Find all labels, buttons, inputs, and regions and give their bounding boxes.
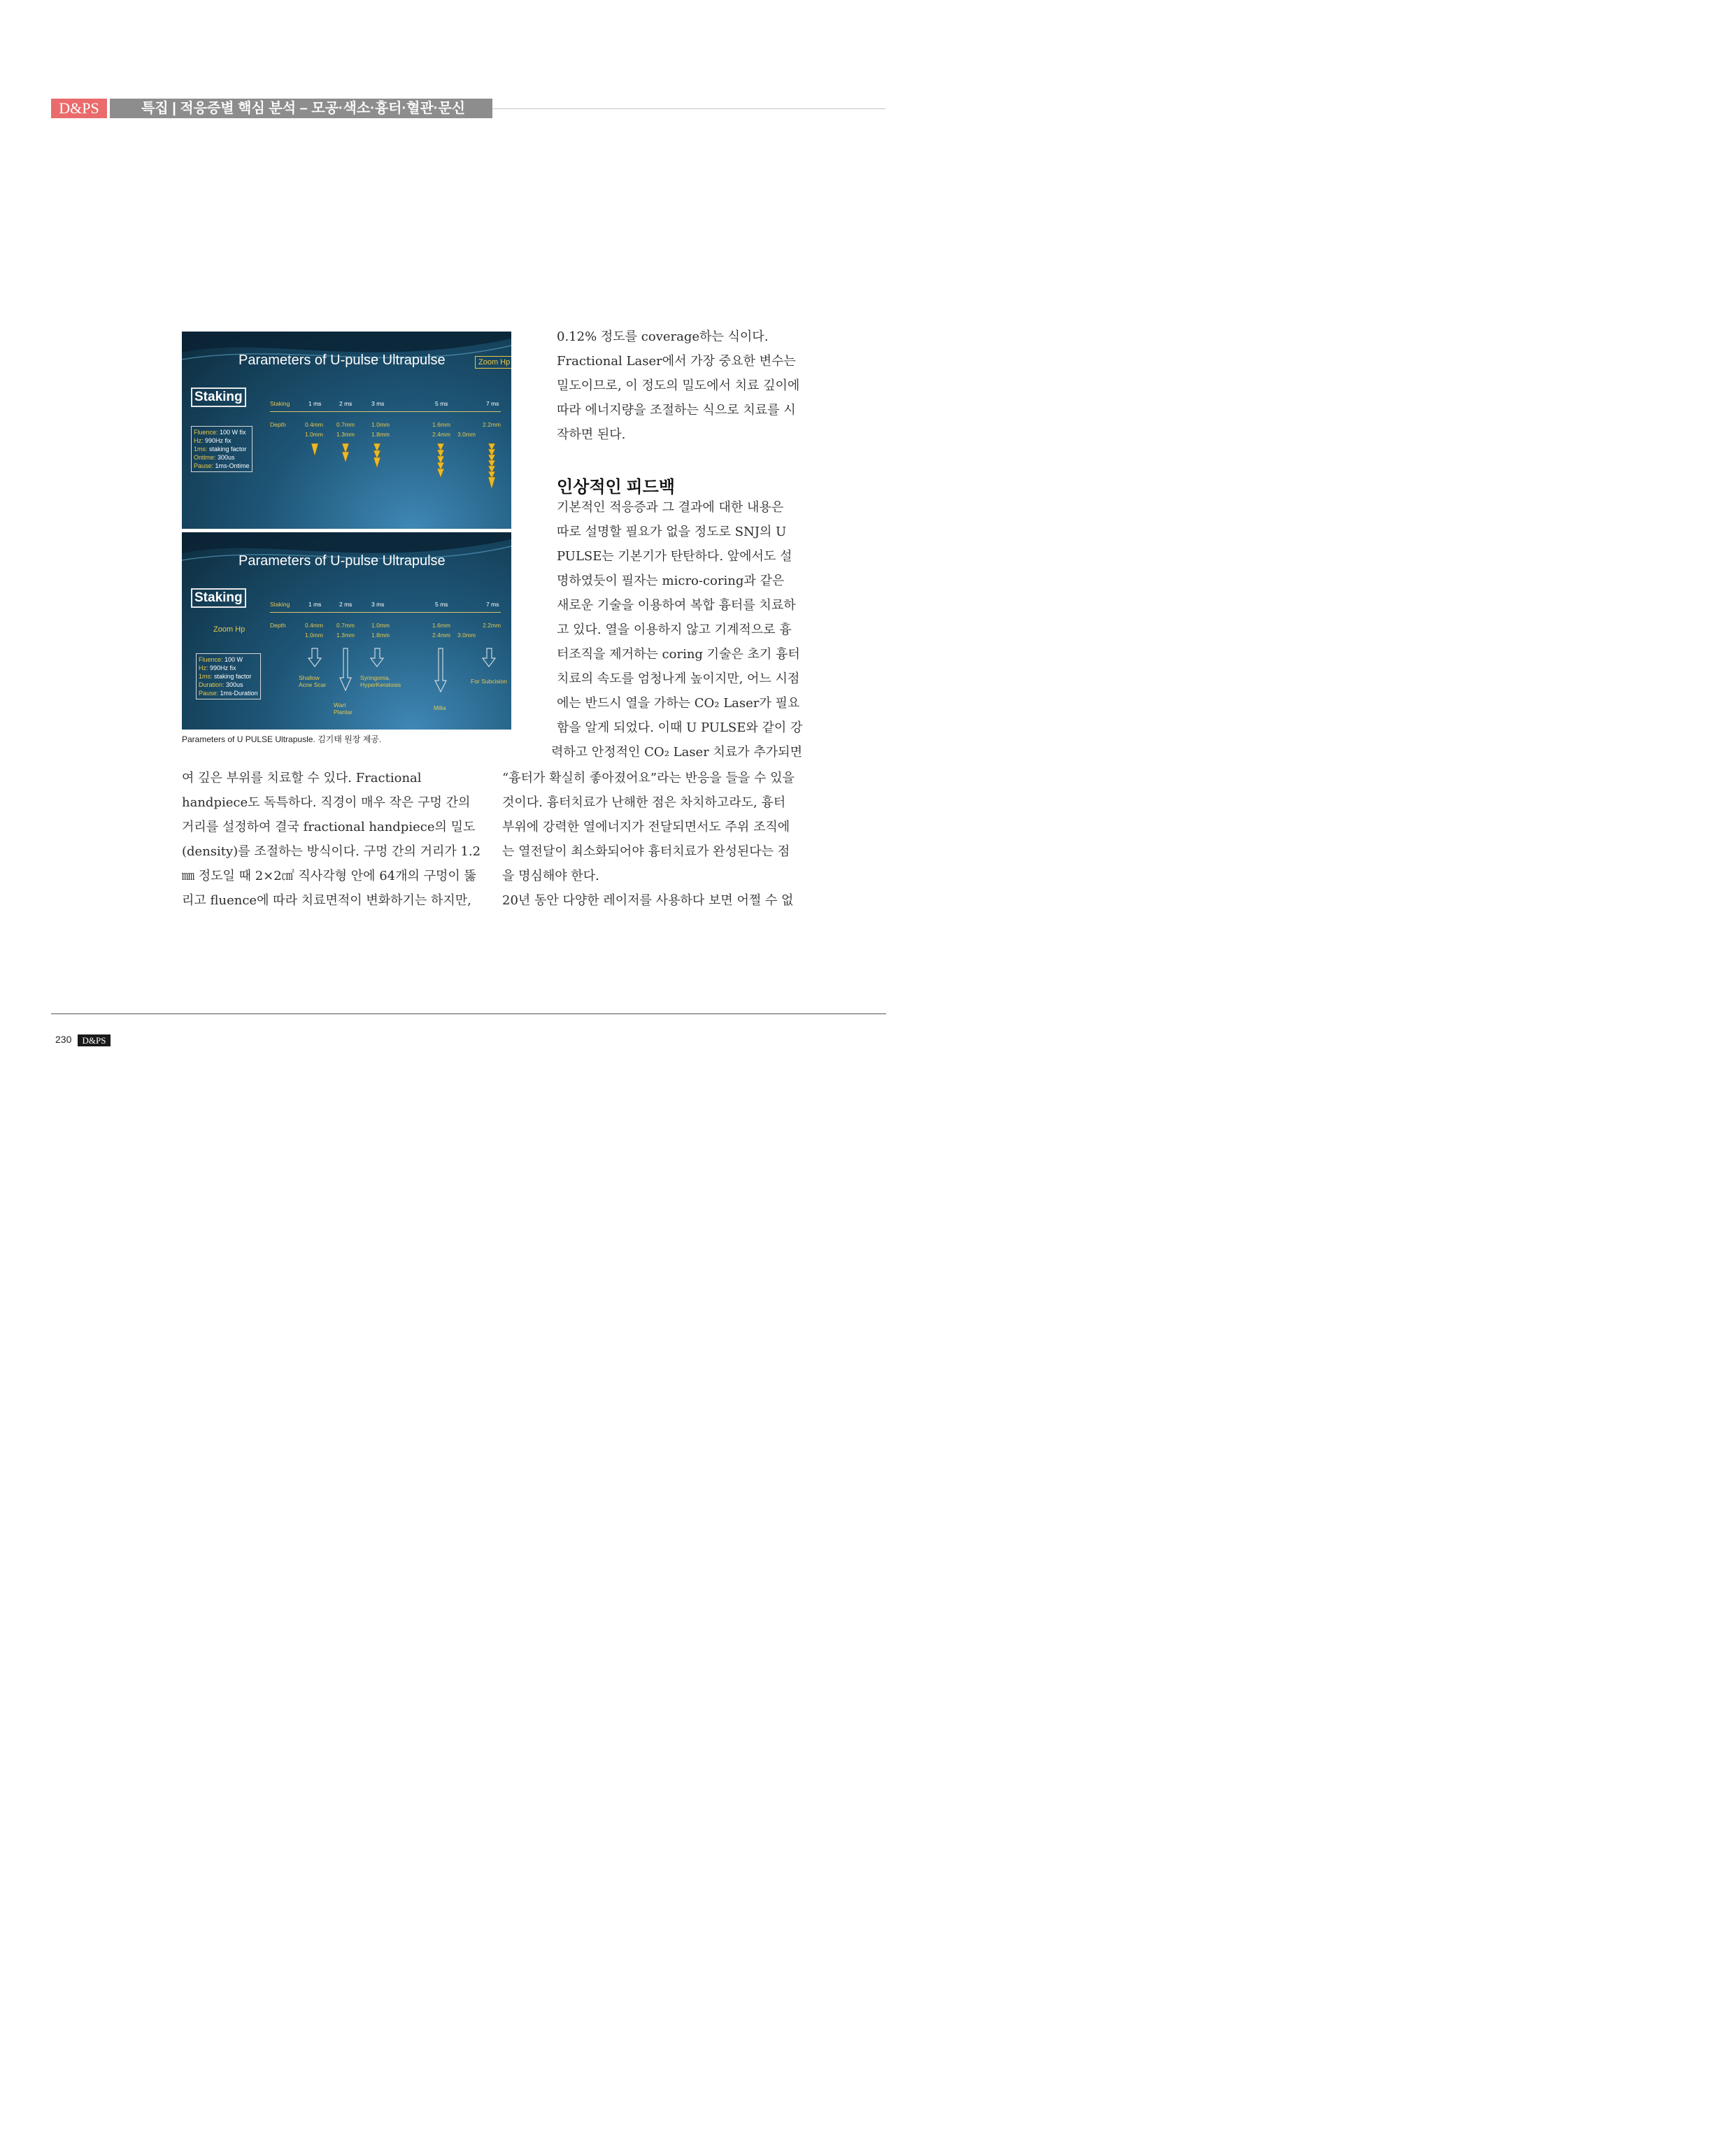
text-line: 따라 에너지량을 조절하는 식으로 치료를 시 [557,403,796,418]
text-line: 여 깊은 부위를 치료할 수 있다. Fractional [182,771,422,785]
param-line: 1ms: staking factor [194,446,247,453]
depth-arrow [483,648,495,667]
row-label-depth: Depth [270,622,286,629]
header-logo: D&PS [51,99,107,118]
depth-top: 0.7mm [336,622,355,629]
depth-arrow [371,648,383,667]
zoom-hp-label: Zoom Hp [213,625,246,634]
depth-top: 0.4mm [305,421,323,428]
text-line: 작하면 된다. [557,427,626,442]
slide-image-1 [182,332,511,529]
param-line: Fluence: 100 W fix [194,429,246,436]
header-rule [492,108,885,109]
text-line: 명하였듯이 필자는 micro-coring과 같은 [557,574,785,588]
right-column-bottom [502,766,803,913]
depth-bottom: 3.0mm [457,632,476,639]
staking-cone-marker [342,452,349,462]
staking-value: 3 ms [371,601,385,608]
depth-arrow [308,648,321,667]
text-line: 리고 fluence에 따라 치료면적이 변화하기는 하지만, [182,893,471,908]
text-line: 함을 알게 되었다. 이때 U PULSE와 같이 강 [557,720,803,735]
text-line: 0.12% 정도를 coverage하는 식이다. [557,329,769,344]
row-label-staking: Staking [270,400,290,407]
staking-value: 7 ms [486,601,499,608]
staking-value: 5 ms [435,400,448,407]
depth-top: 1.0mm [371,421,390,428]
text-line: 터조직을 제거하는 coring 기술은 초기 흉터 [557,647,800,662]
indication-label: For Subcision [471,678,507,685]
row-label-depth: Depth [270,421,286,428]
right-column-feedback [551,495,803,764]
depth-bottom: 2.4mm [432,632,450,639]
depth-top: 1.6mm [432,622,450,629]
text-line: 밀도이므로, 이 정도의 밀도에서 치료 깊이에 [557,378,800,393]
depth-bottom: 1.8mm [371,632,390,639]
staking-cone-marker [488,477,495,489]
text-line: 는 열전달이 최소화되어야 흉터치료가 완성된다는 점 [502,844,790,859]
depth-top: 2.2mm [483,421,501,428]
text-line: 치료의 속도를 엄청나게 높이지만, 어느 시점 [557,671,800,686]
depth-top: 2.2mm [483,622,501,629]
staking-badge: Staking [191,387,246,407]
text-line: Fractional Laser에서 가장 중요한 변수는 [557,354,796,369]
text-line: 력하고 안정적인 CO₂ Laser 치료가 추가되면 [551,745,802,760]
text-line: 것이다. 흉터치료가 난해한 점은 차치하고라도, 흉터 [502,795,786,810]
depth-arrow-diagram [182,532,511,730]
staking-value: 1 ms [308,601,322,608]
text-line: 거리를 설정하여 결국 fractional handpiece의 밀도 [182,820,476,834]
text-line: PULSE는 기본기가 탄탄하다. 앞에서도 설 [557,549,792,564]
staking-value: 7 ms [486,400,499,407]
depth-top: 0.7mm [336,421,355,428]
page-number: 230 [55,1034,72,1045]
staking-value: 3 ms [371,400,385,407]
text-line: 20년 동안 다양한 레이저를 사용하다 보면 어쩔 수 없 [502,893,794,908]
depth-bottom: 1.0mm [305,431,323,438]
depth-bottom: 1.8mm [371,431,390,438]
left-column [182,766,483,913]
row-label-staking: Staking [270,601,290,608]
staking-value: 2 ms [339,400,353,407]
depth-arrow [435,648,446,692]
depth-top: 1.6mm [432,421,450,428]
footer-rule [51,1013,886,1014]
staking-cone-marker [373,457,380,468]
param-line: Duration: 300us [199,681,243,688]
staking-cone-marker [437,469,444,478]
indication-label: Shallow Acne Scar [299,674,327,688]
param-line: Hz: 990Hz fix [194,437,232,444]
depth-bottom: 1.3mm [336,632,355,639]
depth-bottom: 3.0mm [457,431,476,438]
depth-bottom: 1.3mm [336,431,355,438]
staking-value: 2 ms [339,601,353,608]
depth-bottom: 2.4mm [432,431,450,438]
text-line: 따로 설명할 필요가 없을 정도로 SNJ의 U [557,525,787,539]
staking-cone-diagram [182,332,511,529]
zoom-hp-label: Zoom Hp [475,356,511,369]
header-title: 특집 | 적응증별 핵심 분석 – 모공·색소·흉터·혈관·문신 [141,101,466,116]
param-line: Fluence: 100 W [199,656,243,663]
text-line: 에는 반드시 열을 가하는 CO₂ Laser가 필요 [557,696,800,711]
slide-image-2 [182,532,511,730]
depth-bottom: 1.0mm [305,632,323,639]
staking-badge: Staking [191,588,246,608]
text-line: ㎜ 정도일 때 2×2㎠ 직사각형 안에 64개의 구멍이 뚫 [182,869,476,883]
slide-title: Parameters of U-pulse Ultrapulse [239,553,446,569]
text-line: (density)를 조절하는 방식이다. 구멍 간의 거리가 1.2 [182,844,481,859]
text-line: 부위에 강력한 열에너지가 전달되면서도 주위 조직에 [502,820,790,834]
text-line: handpiece도 독특하다. 직경이 매우 작은 구멍 간의 [182,795,471,810]
depth-top: 0.4mm [305,622,323,629]
param-line: Hz: 990Hz fix [199,664,236,671]
right-column-top [557,325,802,447]
indication-label: Milia [434,704,446,711]
param-line: 1ms: staking factor [199,673,252,680]
param-line: Pause: 1ms-Ontime [194,462,250,469]
staking-value: 5 ms [435,601,448,608]
depth-top: 1.0mm [371,622,390,629]
param-line: Ontime: 300us [194,454,235,461]
text-line: 고 있다. 열을 이용하지 않고 기계적으로 흉 [557,623,792,637]
text-line: “흉터가 확실히 좋아졌어요”라는 반응을 들을 수 있을 [502,771,795,785]
section-heading: 인상적인 피드백 [557,478,675,497]
indication-label: Wart Plantar [334,702,353,716]
indication-label: Syringoma, HyperKeratosis [360,674,401,688]
depth-arrow [340,648,351,690]
text-line: 기본적인 적응증과 그 결과에 대한 내용은 [557,500,784,515]
footer-logo: D&PS [78,1034,111,1046]
figure-caption: Parameters of U PULSE Ultrapusle. 김기태 원장 제공. [182,734,382,744]
staking-value: 1 ms [308,400,322,407]
text-line: 새로운 기술을 이용하여 복합 흉터를 치료하 [557,598,796,613]
slide-title: Parameters of U-pulse Ultrapulse [239,353,446,368]
text-line: 을 명심해야 한다. [502,869,599,883]
param-line: Pause: 1ms-Duration [199,690,258,697]
staking-cone-marker [311,443,318,456]
